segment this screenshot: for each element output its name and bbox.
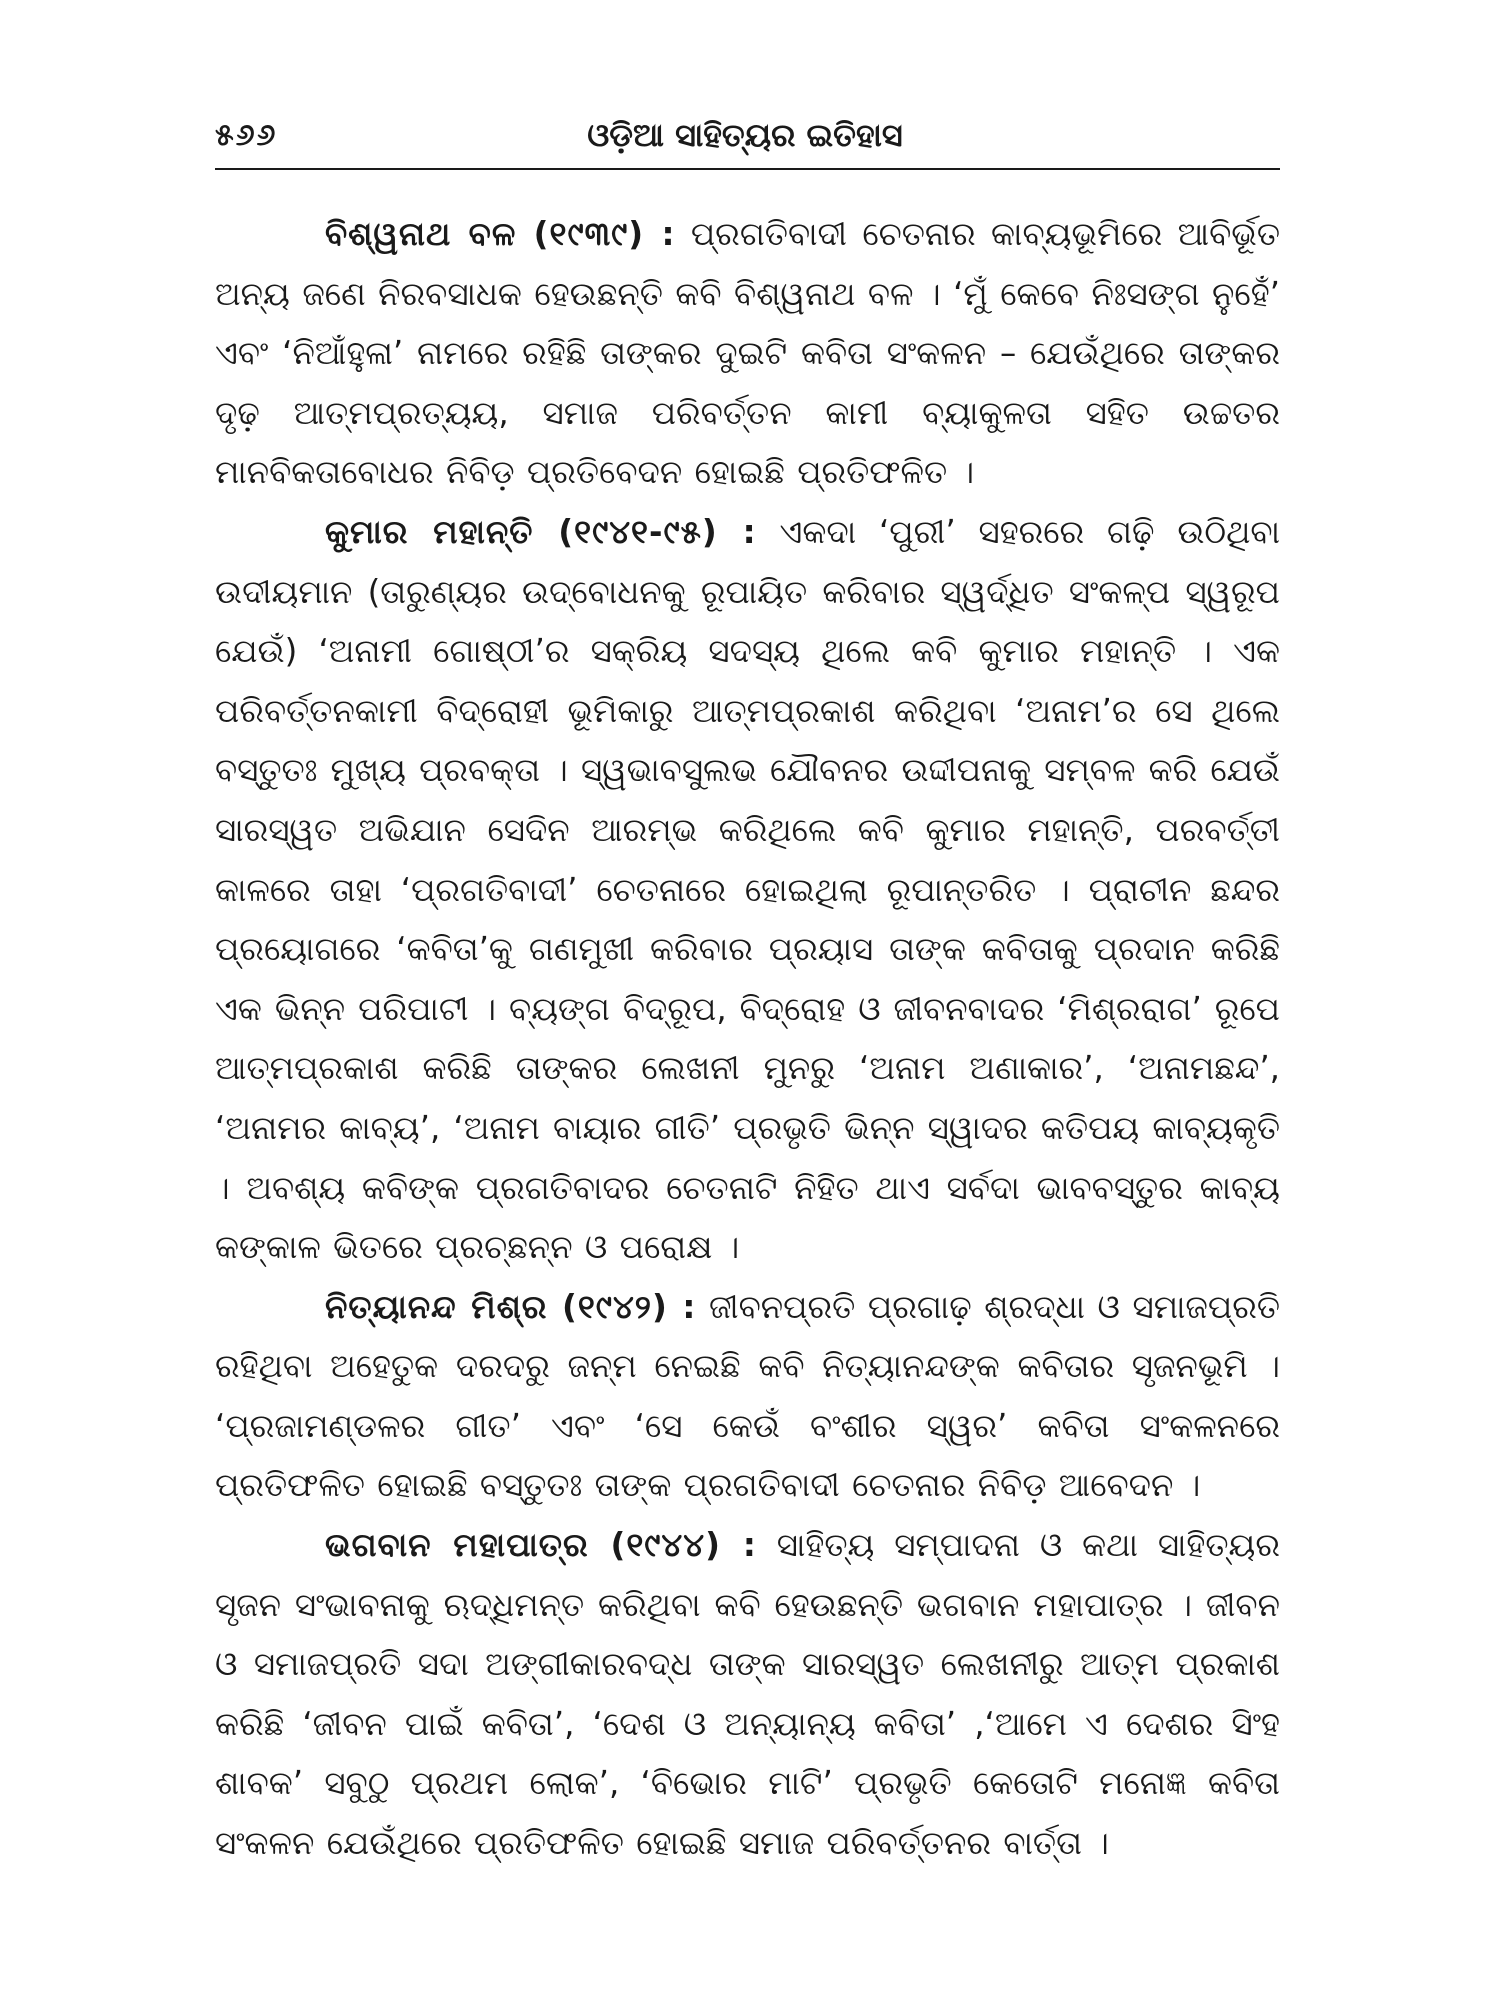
paragraph-text: ପ୍ରଗତିବାଦୀ ଚେତନାର କାବ୍ୟଭୂମିରେ ଆବିର୍ଭୂତ ଅନ୍ୟ ଜଣେ ନିରବସାଧକ ହେଉଛନ୍ତି କବି ବିଶ୍ୱନାଥ ବଳ । ‘ମୁଁ କେବେ ନିଃସଙ୍ଗ ନୁହେଁ’ ଏବଂ ‘ନିଆଁହୁଳା’ ନାମରେ ରହିଛି ତାଙ୍କର ଦୁଇଟି କବିତା ସଂକଳନ – ଯେଉଁଥିରେ ତାଙ୍କର ଦୃଢ଼ ଆତ୍ମପ୍ରତ୍ୟୟ, ସମାଜ ପରିବର୍ତ୍ତନ କାମୀ ବ୍ୟାକୁଳତା ସହିତ ଉଚ୍ଚତର ମାନବିକତାବୋଧର ନିବିଡ଼ ପ୍ରତିବେଦନ ହୋଇଛି ପ୍ରତିଫଳିତ । — [215, 215, 1280, 492]
poet-heading: ଭଗବାନ ମହାପାତ୍ର (୧୯୪୪) : — [325, 1526, 757, 1565]
poet-heading: ବିଶ୍ୱନାଥ ବଳ (୧୯୩୯) : — [325, 215, 676, 253]
poet-heading: ନିତ୍ୟାନନ୍ଦ ମିଶ୍ର (୧୯୪୨) : — [325, 1287, 697, 1326]
body-text — [215, 205, 1280, 1874]
paragraph-kumar-mahanti — [215, 503, 1280, 1278]
page-number: ୫୬୬ — [215, 118, 278, 153]
book-title: ଓଡ଼ିଆ ସାହିତ୍ୟର ଇତିହାସ — [587, 116, 903, 154]
header-rule — [215, 168, 1280, 170]
poet-heading: କୁମାର ମହାନ୍ତି (୧୯୪୧-୯୫) : — [325, 512, 757, 551]
running-header — [215, 112, 1280, 164]
paragraph-bhagaban-mahapatra — [215, 1516, 1280, 1874]
paragraph-nityananda-mishra — [215, 1278, 1280, 1516]
paragraph-text: ସାହିତ୍ୟ ସମ୍ପାଦନା ଓ କଥା ସାହିତ୍ୟର ସୃଜନ ସଂଭାବନାକୁ ଋଦ୍ଧିମନ୍ତ କରିଥିବା କବି ହେଉଛନ୍ତି ଭଗବାନ ମହାପାତ୍ର । ଜୀବନ ଓ ସମାଜପ୍ରତି ସଦା ଅଙ୍ଗୀକାରବଦ୍ଧ ତାଙ୍କ ସାରସ୍ୱତ ଲେଖନୀରୁ ଆତ୍ମ ପ୍ରକାଶ କରିଛି ‘ଜୀବନ ପାଇଁ କବିତା’, ‘ଦେଶ ଓ ଅନ୍ୟାନ୍ୟ କବିତା’ ,‘ଆମେ ଏ ଦେଶର ସିଂହ ଶାବକ’ ସବୁଠୁ ପ୍ରଥମ ଲୋକ’, ‘ବିଭୋର ମାଟି’ ପ୍ରଭୃତି କେତୋଟି ମନୋଜ୍ଞ କବିତା ସଂକଳନ ଯେଉଁଥିରେ ପ୍ରତିଫଳିତ ହୋଇଛି ସମାଜ ପରିବର୍ତ୍ତନର ବାର୍ତ୍ତା । — [215, 1526, 1280, 1863]
paragraph-text: ଜୀବନପ୍ରତି ପ୍ରଗାଢ଼ ଶ୍ରଦ୍ଧା ଓ ସମାଜପ୍ରତି ରହିଥିବା ଅହେତୁକ ଦରଦରୁ ଜନ୍ମ ନେଇଛି କବି ନିତ୍ୟାନନ୍ଦଙ୍କ କବିତାର ସୃଜନଭୂମି । ‘ପ୍ରଜାମଣ୍ଡଳର ଗୀତ’ ଏବଂ ‘ସେ କେଉଁ ବଂଶୀର ସ୍ୱର’ କବିତା ସଂକଳନରେ ପ୍ରତିଫଳିତ ହୋଇଛି ବସ୍ତୁତଃ ତାଙ୍କ ପ୍ରଗତିବାଦୀ ଚେତନାର ନିବିଡ଼ ଆବେଦନ । — [215, 1287, 1280, 1505]
paragraph-biswanath-bala — [215, 205, 1280, 503]
paragraph-text: ଏକଦା ‘ପୁରୀ’ ସହରରେ ଗଢ଼ି ଉଠିଥିବା ଉଦୀୟମାନ (ତାରୁଣ୍ୟର ଉଦ୍‌ବୋଧନକୁ ରୂପାୟିତ କରିବାର ସ୍ୱର୍ଦ୍ଧିତ ସଂକଳ୍ପ ସ୍ୱରୂପ ଯେଉଁ) ‘ଅନାମୀ ଗୋଷ୍ଠୀ’ର ସକ୍ରିୟ ସଦସ୍ୟ ଥିଲେ କବି କୁମାର ମହାନ୍ତି । ଏକ ପରିବର୍ତ୍ତନକାମୀ ବିଦ୍ରୋହୀ ଭୂମିକାରୁ ଆତ୍ମପ୍ରକାଶ କରିଥିବା ‘ଅନାମ’ର ସେ ଥିଲେ ବସ୍ତୁତଃ ମୁଖ୍ୟ ପ୍ରବକ୍ତା । ସ୍ୱଭାବସୁଲଭ ଯୌବନର ଉଦ୍ଦୀପନାକୁ ସମ୍ବଳ କରି ଯେଉଁ ସାରସ୍ୱତ ଅଭିଯାନ ସେଦିନ ଆରମ୍ଭ କରିଥିଲେ କବି କୁମାର ମହାନ୍ତି, ପରବର୍ତ୍ତୀ କାଳରେ ତାହା ‘ପ୍ରଗତିବାଦୀ’ ଚେତନାରେ ହୋଇଥିଲା ରୂପାନ୍ତରିତ । ପ୍ରାଚୀନ ଛନ୍ଦର ପ୍ରୟୋଗରେ ‘କବିତା’କୁ ଗଣମୁଖୀ କରିବାର ପ୍ରୟାସ ତାଙ୍କ କବିତାକୁ ପ୍ରଦାନ କରିଛି ଏକ ଭିନ୍ନ ପରିପାଟୀ । ବ୍ୟଙ୍ଗ ବିଦ୍ରୂପ, ବିଦ୍ରୋହ ଓ ଜୀବନବାଦର ‘ମିଶ୍ରରାଗ’ ରୂପେ ଆତ୍ମପ୍ରକାଶ କରିଛି ତାଙ୍କର ଲେଖନୀ ମୁନରୁ ‘ଅନାମ ଅଣାକାର’, ‘ଅନାମଛନ୍ଦ’, ‘ଅନାମର କାବ୍ୟ’, ‘ଅନାମ ବାୟାର ଗୀତି’ ପ୍ରଭୃତି ଭିନ୍ନ ସ୍ୱାଦର କତିପୟ କାବ୍ୟକୃତି । ଅବଶ୍ୟ କବିଙ୍କ ପ୍ରଗତିବାଦର ଚେତନାଟି ନିହିତ ଥାଏ ସର୍ବଦା ଭାବବସ୍ତୁର କାବ୍ୟ କଙ୍କାଳ ଭିତରେ ପ୍ରଚ୍ଛନ୍ନ ଓ ପରୋକ୍ଷ । — [215, 512, 1280, 1267]
